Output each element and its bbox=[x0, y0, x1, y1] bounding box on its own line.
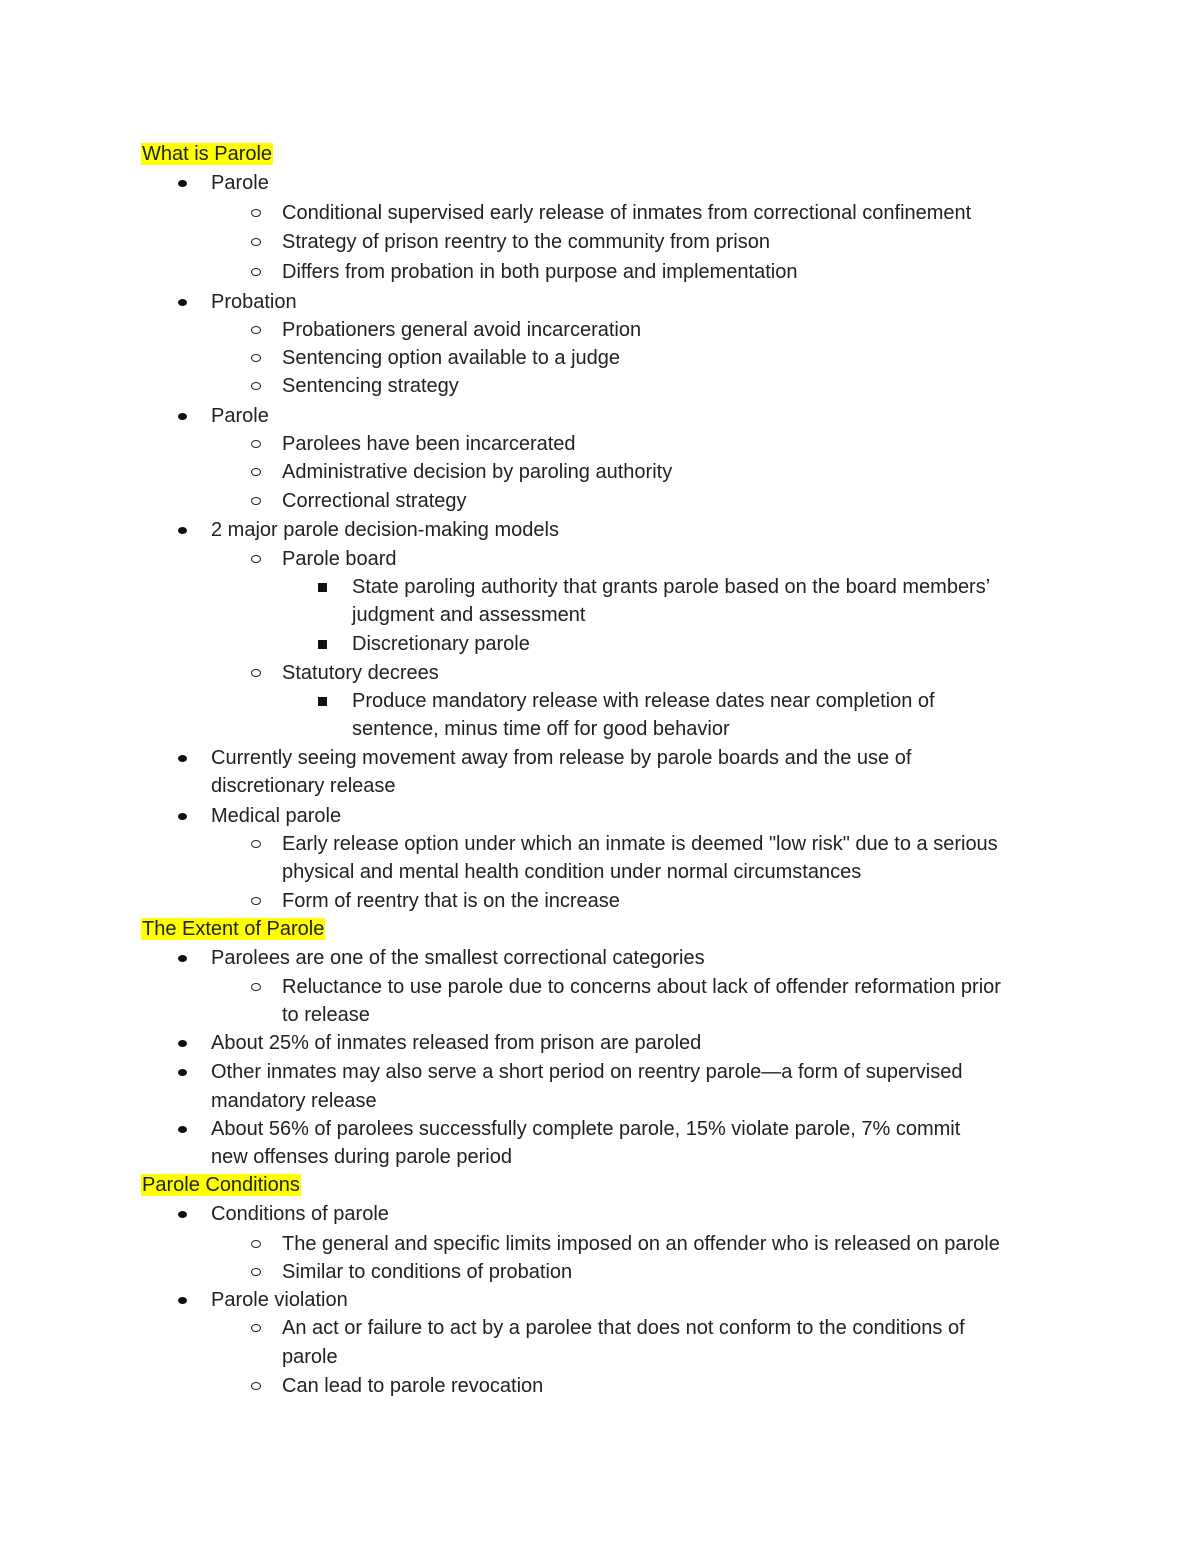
item-text: Parole bbox=[211, 172, 269, 194]
item-text: Medical parole bbox=[211, 805, 342, 827]
section-heading bbox=[141, 140, 273, 168]
continuation-line bbox=[282, 1001, 370, 1029]
sub-bullet-item bbox=[282, 1258, 572, 1286]
item-text: sentence, minus time off for good behavior bbox=[352, 718, 730, 740]
continuation-line bbox=[282, 1343, 338, 1371]
sub-bullet-item bbox=[282, 316, 641, 344]
bullet-item bbox=[211, 744, 911, 772]
bullet-item bbox=[211, 802, 341, 830]
bullet-item bbox=[211, 1200, 389, 1228]
item-text: About 25% of inmates released from prison are paroled bbox=[211, 1032, 702, 1054]
sub-bullet-item bbox=[282, 887, 620, 915]
sub-bullet-item bbox=[282, 199, 971, 227]
item-text: Reluctance to use parole due to concerns about lack of offender reformation prior bbox=[282, 976, 1001, 998]
sub-sub-bullet-item bbox=[352, 687, 935, 715]
bullet-item bbox=[211, 169, 269, 197]
item-text: Administrative decision by paroling authority bbox=[282, 461, 673, 483]
sub-bullet-item bbox=[282, 458, 672, 486]
bullet-item bbox=[211, 1115, 960, 1143]
item-text: Form of reentry that is on the increase bbox=[282, 890, 620, 912]
item-text: parole bbox=[282, 1346, 338, 1368]
sub-bullet-item bbox=[282, 258, 797, 286]
bullet-item bbox=[211, 1029, 701, 1057]
bullet-item bbox=[211, 944, 705, 972]
item-text: Sentencing strategy bbox=[282, 375, 459, 397]
item-text: Parole bbox=[211, 405, 269, 427]
item-text: judgment and assessment bbox=[352, 604, 586, 626]
sub-bullet-item bbox=[282, 1230, 1000, 1258]
bullet-item bbox=[211, 1286, 348, 1314]
item-text: Sentencing option available to a judge bbox=[282, 347, 621, 369]
sub-bullet-item bbox=[282, 344, 620, 372]
sub-bullet-item bbox=[282, 228, 770, 256]
bullet-item bbox=[211, 516, 559, 544]
item-text: physical and mental health condition under normal circumstances bbox=[282, 861, 862, 883]
continuation-line bbox=[352, 715, 730, 743]
bullet-item bbox=[211, 288, 297, 316]
sub-bullet-item bbox=[282, 830, 998, 858]
item-text: Other inmates may also serve a short period on reentry parole—a form of supervised bbox=[211, 1061, 963, 1083]
sub-bullet-item bbox=[282, 973, 1001, 1001]
item-text: Parole violation bbox=[211, 1289, 348, 1311]
sub-bullet-item bbox=[282, 659, 439, 687]
continuation-line bbox=[282, 858, 861, 886]
highlighted-heading: Parole Conditions bbox=[142, 1174, 300, 1196]
item-text: mandatory release bbox=[211, 1090, 377, 1112]
highlighted-heading: The Extent of Parole bbox=[142, 918, 325, 940]
item-text: Strategy of prison reentry to the community from prison bbox=[282, 231, 770, 253]
item-text: discretionary release bbox=[211, 775, 396, 797]
item-text: Correctional strategy bbox=[282, 490, 467, 512]
item-text: Produce mandatory release with release dates near completion of bbox=[352, 690, 935, 712]
sub-bullet-item bbox=[282, 487, 467, 515]
continuation-line bbox=[211, 1143, 512, 1171]
item-text: Conditional supervised early release of inmates from correctional confinement bbox=[282, 202, 972, 224]
item-text: to release bbox=[282, 1004, 370, 1026]
sub-sub-bullet-item bbox=[352, 630, 530, 658]
bullet-item bbox=[211, 402, 269, 430]
item-text: About 56% of parolees successfully complete parole, 15% violate parole, 7% commit bbox=[211, 1118, 961, 1140]
continuation-line bbox=[211, 1087, 377, 1115]
item-text: Discretionary parole bbox=[352, 633, 530, 655]
item-text: Parolees are one of the smallest correctional categories bbox=[211, 947, 705, 969]
item-text: new offenses during parole period bbox=[211, 1146, 512, 1168]
sub-bullet-item bbox=[282, 545, 397, 573]
sub-bullet-item bbox=[282, 372, 459, 400]
section-heading bbox=[141, 1171, 301, 1199]
item-text: Currently seeing movement away from release by parole boards and the use of bbox=[211, 747, 912, 769]
item-text: Can lead to parole revocation bbox=[282, 1375, 544, 1397]
sub-bullet-item bbox=[282, 1314, 965, 1342]
item-text: Similar to conditions of probation bbox=[282, 1261, 573, 1283]
item-text: Parolees have been incarcerated bbox=[282, 433, 576, 455]
section-heading bbox=[141, 915, 325, 943]
item-text: Probationers general avoid incarceration bbox=[282, 319, 642, 341]
item-text: Parole board bbox=[282, 548, 397, 570]
item-text: The general and specific limits imposed on an offender who is released on parole bbox=[282, 1233, 1000, 1255]
item-text: Statutory decrees bbox=[282, 662, 439, 684]
sub-bullet-item bbox=[282, 1372, 543, 1400]
sub-bullet-item bbox=[282, 430, 576, 458]
item-text: Conditions of parole bbox=[211, 1203, 389, 1225]
item-text: State paroling authority that grants parole based on the board members’ bbox=[352, 576, 991, 598]
item-text: An act or failure to act by a parolee that does not conform to the conditions of bbox=[282, 1317, 965, 1339]
bullet-item bbox=[211, 1058, 962, 1086]
highlighted-heading: What is Parole bbox=[142, 143, 273, 165]
item-text: Probation bbox=[211, 291, 297, 313]
sub-sub-bullet-item bbox=[352, 573, 990, 601]
continuation-line bbox=[352, 601, 585, 629]
item-text: Differs from probation in both purpose and implementation bbox=[282, 261, 798, 283]
item-text: Early release option under which an inmate is deemed "low risk" due to a serious bbox=[282, 833, 998, 855]
item-text: 2 major parole decision-making models bbox=[211, 519, 559, 541]
continuation-line bbox=[211, 772, 396, 800]
